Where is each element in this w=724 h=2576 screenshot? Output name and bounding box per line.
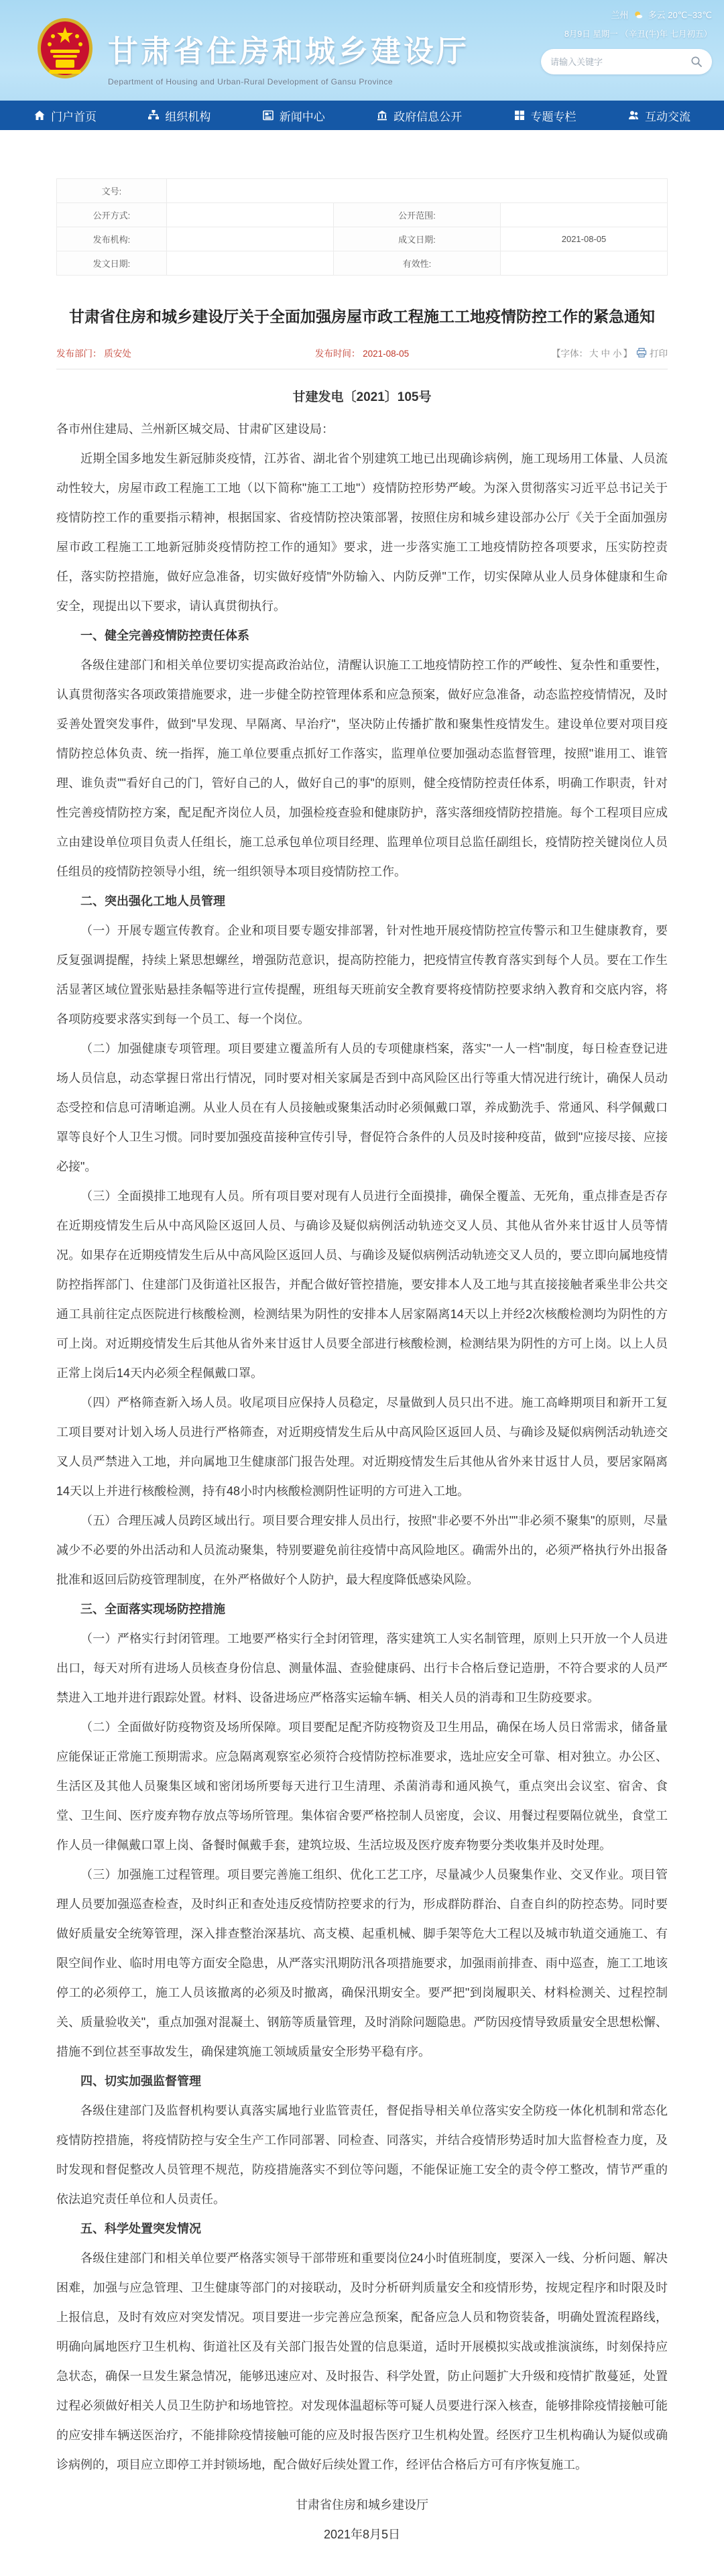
doc-meta-value: [166, 203, 333, 227]
nav-item-label: 门户首页: [51, 110, 97, 123]
nav-item-4[interactable]: [369, 101, 469, 130]
site-brand[interactable]: [37, 17, 469, 86]
doc-meta-value: 2021-08-05: [500, 227, 667, 251]
font-size-large-button[interactable]: 大: [589, 348, 599, 359]
section-heading: 三、全面落实现场防控措施: [80, 1602, 225, 1616]
site-header: [0, 0, 724, 101]
printer-icon: [636, 347, 647, 358]
main-nav: [0, 101, 724, 130]
weather-bar: [511, 8, 712, 21]
article-paragraph: （一）开展专题宣传教育。企业和项目要专题安排部署，针对性地开展疫情防控宣传警示和卫生健康教育，要反复强调提醒，持续上紧思想螺丝，增强防范意识，提高防控能力，把疫情宣传教育落实到每个人员。要在工作生活显著区域位置张贴悬挂条幅等进行宣传提醒，班组每天班前安全教育要将疫情防控要求纳入教育和交底内容，将各项防疫要求落实到每一个员工、每一个岗位。: [56, 923, 668, 1026]
weather-city: 兰州: [611, 10, 629, 20]
doc-meta-label: 有效性:: [333, 251, 500, 276]
doc-meta-value: [166, 179, 667, 203]
national-emblem-icon: [37, 17, 93, 79]
doc-meta-row: [57, 227, 668, 251]
article-paragraph: 各级住建部门和相关单位要切实提高政治站位，清醒认识施工工地疫情防控工作的严峻性、复杂性和重要性，认真贯彻落实各项政策措施要求，进一步健全防控管理体系和应急预案，做好应急准备，动态监控疫情情况，及时妥善处置突发事件，做到"早发现、早隔离、早治疗"，坚决防止传播扩散和聚集性疫情发生。建设单位要对项目疫情防控总体负责、统一指挥，施工单位要重点抓好工作落实，监理单位要加强动态监督管理，按照"谁用工、谁管理、谁负责""看好自己的门，管好自己的人，做好自己的事"的原则，健全疫情防控责任体系，明确工作职责，针对性完善疫情防控方案，配足配齐岗位人员，加强检疫查验和健康防护，落实落细疫情防控措施。每个工程项目应成立由建设单位项目负责人任组长，施工总承包单位项目经理、监理单位项目总监任副组长，疫情防控关键岗位人员任组员的疫情防控领导小组，统一组织领导本项目疫情防控工作。: [56, 658, 668, 878]
nav-item-5[interactable]: [507, 101, 583, 130]
article-meta-row: [56, 346, 668, 369]
doc-meta-label: 发文日期:: [57, 251, 167, 276]
section-heading: 四、切实加强监督管理: [80, 2074, 201, 2088]
search-box[interactable]: [541, 49, 712, 74]
article-paragraph: 各市州住建局、兰州新区城交局、甘肃矿区建设局：: [56, 422, 334, 436]
weather-text: 多云 20℃~33℃: [648, 10, 712, 20]
publish-time: 发布时间： 2021-08-05: [314, 348, 410, 359]
article-body: [56, 414, 668, 2479]
site-title: 甘肃省住房和城乡建设厅: [108, 34, 470, 68]
nav-item-label: 组织机构: [165, 110, 211, 123]
home-icon: [34, 109, 46, 121]
article-paragraph: （五）合理压减人员跨区域出行。项目要合理安排人员出行，按照"非必要不外出""非必须不聚集"的原则，尽量减少不必要的外出活动和人员流动聚集，特别要避免前往疫情中高风险地区。确需外出的，必须严格执行外出报备批准和返回后防疫管理制度，在外严格做好个人防护，最大程度降低感染风险。: [56, 1513, 668, 1586]
article-paragraph: （三）全面摸排工地现有人员。所有项目要对现有人员进行全面摸排，确保全覆盖、无死角，重点排查是否存在近期疫情发生后从中高风险区返回人员、与确诊及疑似病例活动轨迹交叉人员、其他从省外来甘返甘人员等情况。如果存在近期疫情发生后从中高风险区返回人员、与确诊及疑似病例活动轨迹交叉人员的，要立即向属地疫情防控指挥部门、住建部门及街道社区报告，并配合做好管控措施，要安排本人及工地与其直接接触者乘坐非公共交通工具前往定点医院进行核酸检测，检测结果为阴性的安排本人居家隔离14天以上并经2次核酸检测均为阴性的方可上岗。对近期疫情发生后其他从省外来甘返甘人员要全部进行核酸检测，检测结果为阴性的方可上岗。以上人员正常上岗后14天内必须全程佩戴口罩。: [56, 1189, 668, 1380]
search-input[interactable]: [550, 57, 690, 67]
date-line: 8月9日 星期一 （辛丑(牛)年 七月初五）: [564, 30, 712, 39]
article-container: [56, 130, 668, 2576]
nav-item-label: 专题专栏: [530, 110, 577, 123]
font-label-prefix: 【字体：: [551, 348, 588, 359]
section-heading: 五、科学处置突发情况: [80, 2221, 201, 2235]
doc-meta-value: [500, 203, 667, 227]
article-paragraph: 各级住建部门及监督机构要认真落实属地行业监管责任，督促指导相关单位落实安全防疫一体化机制和常态化疫情防控措施，将疫情防控与安全生产工作同部署、同检查、同落实，并结合疫情形势适时加大监督检查力度，及时发现和督促整改人员管理不规范，防疫措施落实不到位等问题，不能保证施工安全的责令停工整改，情节严重的依法追究责任单位和人员责任。: [56, 2103, 668, 2206]
doc-meta-value: [500, 251, 667, 276]
article-title: 甘肃省住房和城乡建设厅关于全面加强房屋市政工程施工工地疫情防控工作的紧急通知: [69, 308, 655, 325]
article-paragraph: （二）加强健康专项管理。项目要建立覆盖所有人员的专项健康档案，落实"一人一档"制度，每日检查登记进场人员信息，动态掌握日常出行情况，同时要对相关家属是否到中高风险区出行等重大情况进行统计，确保人员动态受控和信息可清晰追溯。从业人员在有人员接触或聚集活动时必须佩戴口罩，养成勤洗手、常通风、科学佩戴口罩等良好个人卫生习惯。同时要加强疫苗接种宣传引导，督促符合条件的人员及时接种疫苗，做到"应接尽接、应接必接"。: [56, 1041, 668, 1173]
nav-item-2[interactable]: [141, 101, 217, 130]
sun-cloud-icon: [634, 10, 643, 19]
doc-meta-row: [57, 251, 668, 276]
search-icon[interactable]: [690, 56, 703, 68]
section-heading: 一、健全完善疫情防控责任体系: [80, 628, 249, 642]
nav-item-label: 新闻中心: [279, 110, 325, 123]
interact-icon: [627, 109, 640, 121]
nav-item-6[interactable]: [621, 101, 697, 130]
article-paragraph: （一）严格实行封闭管理。工地要严格实行全封闭管理，落实建筑工人实名制管理，原则上只开放一个人员进出口，每天对所有进场人员核查身份信息、测量体温、查验健康码、出行卡合格后登记造册，不符合要求的人员严禁进入工地并进行跟踪处置。材料、设备进场应严格落实运输车辆、相关人员的消毒和卫生防疫要求。: [56, 1631, 668, 1704]
font-size-control: [552, 346, 632, 359]
news-icon: [262, 109, 274, 121]
article-paragraph: （四）严格筛查新入场人员。收尾项目应保持人员稳定，尽量做到人员只出不进。施工高峰期项目和新开工复工项目要对计划入场人员进行严格筛查，对近期疫情发生后从中高风险区返回人员、与确诊及疑似病例活动轨迹交叉人员严禁进入工地，并向属地卫生健康部门报告处理。对近期疫情发生后其他从省外来甘返甘人员，要居家隔离14天以上并进行核酸检测，持有48小时内核酸检测阴性证明的方可进入工地。: [56, 1395, 668, 1498]
doc-meta-label: 文号:: [57, 179, 167, 203]
signature-date: 2021年8月5日: [323, 2527, 401, 2541]
nav-item-1[interactable]: [27, 101, 103, 130]
nav-item-label: 政府信息公开: [394, 110, 463, 123]
section-heading: 二、突出强化工地人员管理: [80, 894, 225, 908]
doc-meta-label: 公开方式:: [57, 203, 167, 227]
print-button[interactable]: [636, 346, 668, 359]
doc-meta-row: [57, 203, 668, 227]
doc-meta-row: [57, 179, 668, 203]
site-subtitle-en: Department of Housing and Urban-Rural Development of Gansu Province: [108, 77, 394, 86]
document-meta-table: [56, 178, 668, 276]
article-paragraph: 各级住建部门和相关单位要严格落实领导干部带班和重要岗位24小时值班制度，要深入一线、分析问题、解决困难，加强与应急管理、卫生健康等部门的对接联动，及时分析研判质量安全和疫情形势，按规定程序和时限及时上报信息，及时有效应对突发情况。项目要进一步完善应急预案，配备应急人员和物资装备，明确处置流程路线，明确向属地医疗卫生机构、街道社区及有关部门报告处置的信息渠道，适时开展模拟实战或推演演练，时刻保持应急状态，确保一旦发生紧急情况，能够迅速应对、及时报告、科学处置，防止问题扩大升级和疫情扩散蔓延，处置过程必须做好相关人员卫生防护和场地管控。对发现体温超标等可疑人员要进行深入核查，能够排除疫情接触可能的应安排车辆送医治疗，不能排除疫情接触可能的应及时报告医疗卫生机构处置。经医疗卫生机构确认为疑似或确诊病例的，项目应立即停工并封锁场地，配合做好后续处置工作，经评估合格后方可有序恢复施工。: [56, 2251, 668, 2471]
topics-icon: [514, 109, 526, 121]
print-label: 打印: [649, 348, 668, 359]
doc-meta-value: [166, 251, 333, 276]
doc-meta-value: [166, 227, 333, 251]
doc-meta-label: 成文日期:: [333, 227, 500, 251]
font-label-suffix: 】: [623, 348, 632, 359]
doc-meta-label: 发布机构:: [57, 227, 167, 251]
publish-dept: 发布部门： 质安处: [56, 348, 131, 359]
font-size-medium-button[interactable]: 中: [601, 348, 610, 359]
doc-meta-label: 公开范围:: [333, 203, 500, 227]
gov-icon: [376, 109, 388, 121]
nav-item-3[interactable]: [255, 101, 332, 130]
signature-org: 甘肃省住房和城乡建设厅: [296, 2498, 428, 2512]
article-paragraph: （三）加强施工过程管理。项目要完善施工组织、优化工艺工序，尽量减少人员聚集作业、交叉作业。项目管理人员要加强巡查检查，及时纠正和查处违反疫情防控要求的行为，形成群防群治、自查自纠的防控态势。同时要做好质量安全统筹管理，深入排查整治深基坑、高支模、起重机械、脚手架等危大工程以及城市轨道交通施工、有限空间作业、临时用电等方面安全隐患，从严落实汛期防汛各项措施要求，加强雨前排查、雨中巡查，施工工地该停工的必须停工，施工人员该撤离的必须及时撤离，确保汛期安全。要严把"到岗履职关、材料检测关、过程控制关、质量验收关"，重点加强对混凝土、钢筋等质量管理，及时消除问题隐患。严防因疫情导致质量安全思想松懈、措施不到位甚至事故发生，确保建筑施工领域质量安全形势平稳有序。: [56, 1867, 668, 2058]
nav-item-label: 互动交流: [644, 110, 690, 123]
article-paragraph: （二）全面做好防疫物资及场所保障。项目要配足配齐防疫物资及卫生用品，确保在场人员日常需求，储备量应能保证正常施工预期需求。应急隔离观察室必须符合疫情防控标准要求，选址应安全可靠、相对独立。办公区、生活区及其他人员聚集区域和密闭场所要每天进行卫生清理、杀菌消毒和通风换气，重点突出会议室、宿舍、食堂、卫生间、医疗废弃物存放点等场所管理。集体宿舍要严格控制人员密度，会议、用餐过程要隔位就坐，食堂工作人员一律佩戴口罩上岗、备餐时佩戴手套，建筑垃圾、生活垃圾及医疗废弃物要分类收集并及时处理。: [56, 1720, 668, 1852]
article-paragraph: 近期全国多地发生新冠肺炎疫情，江苏省、湖北省个别建筑工地已出现确诊病例，施工现场用工体量、人员流动性较大，房屋市政工程施工工地（以下简称"施工工地"）疫情防控形势严峻。为深入贯彻落实习近平总书记关于疫情防控工作的重要指示精神，根据国家、省疫情防控决策部署，按照住房和城乡建设部办公厅《关于全面加强房屋市政工程施工工地新冠肺炎疫情防控工作的通知》要求，进一步落实施工工地疫情防控各项要求，压实防控责任，落实防控措施，做好应急准备，切实做好疫情"外防输入、内防反弹"工作，切实保障从业人员身体健康和生命安全，现提出以下要求，请认真贯彻执行。: [56, 451, 668, 613]
org-icon: [147, 109, 160, 121]
font-size-small-button[interactable]: 小: [612, 348, 622, 359]
document-number: 甘建发电〔2021〕105号: [292, 390, 432, 404]
